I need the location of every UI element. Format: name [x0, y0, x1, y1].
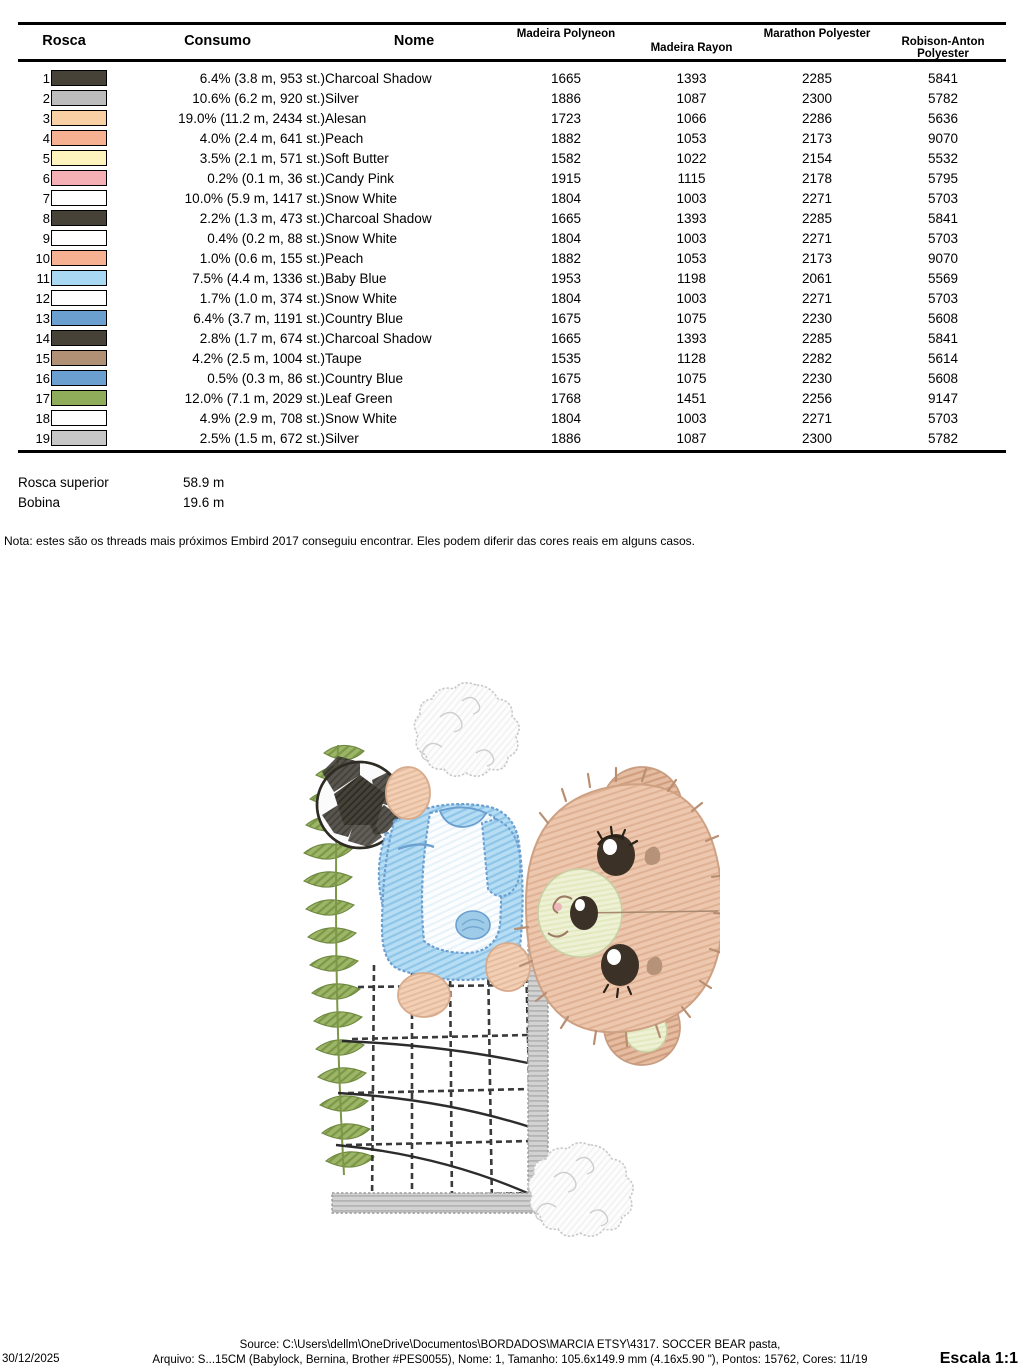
- thread-code-madeira-polyneon: 1665: [550, 330, 582, 346]
- thread-code-robison-anton: 5703: [927, 290, 959, 306]
- thread-code-madeira-polyneon: 1768: [550, 390, 582, 406]
- upper-thread-value: 58.9 m: [183, 474, 225, 490]
- thread-color-cell: [18, 208, 110, 228]
- table-row: [18, 88, 1006, 108]
- thread-index: 13: [35, 310, 50, 326]
- upper-thread-label: Rosca superior: [18, 474, 109, 490]
- thread-name: Leaf Green: [325, 390, 393, 406]
- thread-code-robison-anton: 5795: [927, 170, 959, 186]
- thread-consumption: 2.2% (1.3 m, 473 st.): [199, 210, 325, 226]
- thread-color-swatch: [51, 370, 107, 386]
- thread-code-robison-anton: 9070: [927, 250, 959, 266]
- table-row: [18, 148, 1006, 168]
- thread-color-swatch: [51, 410, 107, 426]
- table-header: [18, 25, 1006, 60]
- thread-totals: [18, 472, 303, 512]
- table-row: [18, 68, 1006, 88]
- thread-index: 14: [35, 330, 50, 346]
- thread-name: Charcoal Shadow: [325, 70, 432, 86]
- thread-index: 8: [42, 210, 50, 226]
- thread-code-marathon-polyester: 2173: [801, 130, 833, 146]
- thread-name: Baby Blue: [325, 270, 387, 286]
- thread-code-robison-anton: 5532: [927, 150, 959, 166]
- thread-code-robison-anton: 9070: [927, 130, 959, 146]
- thread-code-madeira-rayon: 1003: [676, 410, 707, 426]
- thread-consumption: 4.0% (2.4 m, 641 st.): [199, 130, 325, 146]
- thread-code-marathon-polyester: 2285: [801, 70, 833, 86]
- table-row: [18, 128, 1006, 148]
- thread-color-swatch: [51, 150, 107, 166]
- thread-code-madeira-rayon: 1053: [676, 250, 707, 266]
- thread-name: Charcoal Shadow: [325, 210, 432, 226]
- thread-consumption: 0.4% (0.2 m, 88 st.): [207, 230, 325, 246]
- thread-color-cell: [18, 148, 110, 168]
- thread-name: Country Blue: [325, 370, 404, 386]
- thread-code-madeira-polyneon: 1582: [550, 150, 582, 166]
- thread-code-robison-anton: 5608: [927, 370, 959, 386]
- thread-color-cell: [18, 288, 110, 308]
- thread-consumption: 2.8% (1.7 m, 674 st.): [199, 330, 325, 346]
- cloud-upper-icon: [414, 683, 519, 776]
- thread-name: Snow White: [325, 190, 398, 206]
- footer-scale: Escala 1:1: [939, 1350, 1018, 1367]
- thread-consumption: 2.5% (1.5 m, 672 st.): [199, 430, 325, 446]
- thread-index: 1: [42, 70, 50, 86]
- thread-code-marathon-polyester: 2271: [801, 230, 833, 246]
- thread-color-swatch: [51, 130, 107, 146]
- thread-index: 3: [42, 110, 50, 126]
- thread-consumption: 19.0% (11.2 m, 2434 st.): [178, 110, 325, 126]
- thread-name: Peach: [325, 130, 364, 146]
- thread-color-swatch: [51, 190, 107, 206]
- thread-code-marathon-polyester: 2061: [801, 270, 833, 286]
- thread-code-madeira-rayon: 1075: [676, 310, 707, 326]
- thread-code-madeira-polyneon: 1804: [550, 290, 582, 306]
- thread-consumption: 4.2% (2.5 m, 1004 st.): [192, 350, 325, 366]
- thread-color-cell: [18, 268, 110, 288]
- thread-code-madeira-rayon: 1115: [677, 170, 706, 186]
- table-row: [18, 428, 1006, 448]
- table-row: [18, 168, 1006, 188]
- thread-color-cell: [18, 168, 110, 188]
- thread-code-marathon-polyester: 2178: [801, 170, 833, 186]
- thread-code-madeira-polyneon: 1915: [550, 170, 582, 186]
- thread-consumption: 6.4% (3.8 m, 953 st.): [199, 70, 325, 86]
- thread-code-madeira-polyneon: 1675: [550, 310, 582, 326]
- thread-color-cell: [18, 428, 110, 448]
- thread-consumption: 0.5% (0.3 m, 86 st.): [207, 370, 325, 386]
- thread-code-madeira-rayon: 1003: [676, 230, 707, 246]
- thread-code-robison-anton: 5608: [927, 310, 959, 326]
- thread-color-table: [18, 22, 1006, 453]
- thread-table: [18, 25, 1006, 60]
- thread-code-robison-anton: 5703: [927, 410, 959, 426]
- thread-code-madeira-polyneon: 1675: [550, 370, 582, 386]
- thread-index: 2: [42, 90, 50, 106]
- footer-date: 30/12/2025: [2, 1353, 60, 1365]
- thread-code-marathon-polyester: 2271: [801, 190, 833, 206]
- thread-index: 7: [42, 190, 50, 206]
- header-madeira-rayon: Madeira Rayon: [650, 42, 733, 54]
- thread-code-robison-anton: 9147: [927, 390, 959, 406]
- thread-color-swatch: [51, 330, 107, 346]
- thread-name: Silver: [325, 430, 359, 446]
- thread-code-marathon-polyester: 2271: [801, 410, 833, 426]
- thread-name: Alesan: [325, 110, 367, 126]
- thread-consumption: 12.0% (7.1 m, 2029 st.): [184, 390, 325, 406]
- thread-color-swatch: [51, 110, 107, 126]
- thread-name: Snow White: [325, 290, 398, 306]
- table-row: [18, 368, 1006, 388]
- table-row: [18, 308, 1006, 328]
- thread-color-cell: [18, 408, 110, 428]
- thread-code-madeira-rayon: 1451: [676, 390, 707, 406]
- thread-consumption: 10.0% (5.9 m, 1417 st.): [184, 190, 325, 206]
- thread-color-swatch: [51, 430, 107, 446]
- table-row: [18, 208, 1006, 228]
- thread-color-swatch: [51, 310, 107, 326]
- thread-code-madeira-polyneon: 1882: [550, 250, 582, 266]
- thread-code-madeira-rayon: 1075: [676, 370, 707, 386]
- header-madeira-polyneon: Madeira Polyneon: [516, 28, 616, 40]
- thread-consumption: 1.0% (0.6 m, 155 st.): [199, 250, 325, 266]
- thread-code-marathon-polyester: 2300: [801, 90, 833, 106]
- thread-index: 18: [35, 410, 50, 426]
- thread-code-madeira-polyneon: 1535: [550, 350, 582, 366]
- thread-color-cell: [18, 348, 110, 368]
- thread-code-madeira-polyneon: 1804: [550, 190, 582, 206]
- thread-code-marathon-polyester: 2230: [801, 370, 833, 386]
- thread-code-robison-anton: 5841: [927, 330, 959, 346]
- thread-index: 10: [35, 250, 50, 266]
- embroidery-design-preview: [290, 645, 720, 1285]
- header-marathon-polyester: Marathon Polyester: [763, 28, 871, 40]
- thread-rows: [18, 62, 1006, 448]
- thread-code-marathon-polyester: 2256: [801, 390, 833, 406]
- thread-code-marathon-polyester: 2230: [801, 310, 833, 326]
- thread-color-swatch: [51, 90, 107, 106]
- header-rosca: Rosca: [42, 33, 86, 49]
- thread-code-madeira-rayon: 1022: [676, 150, 707, 166]
- thread-code-madeira-polyneon: 1804: [550, 230, 582, 246]
- table-bottom-rule: [18, 450, 1006, 453]
- thread-code-robison-anton: 5841: [927, 70, 959, 86]
- thread-table-body: [18, 62, 1006, 448]
- thread-name: Snow White: [325, 410, 398, 426]
- thread-code-robison-anton: 5841: [927, 210, 959, 226]
- table-row: [18, 108, 1006, 128]
- thread-consumption: 0.2% (0.1 m, 36 st.): [207, 170, 325, 186]
- footer-source-line: Source: C:\Users\dellm\OneDrive\Documentos\BORDADOS\MARCIA ETSY\4317. SOCCER BEAR pasta,: [239, 1339, 781, 1351]
- thread-code-robison-anton: 5782: [927, 90, 959, 106]
- thread-color-cell: [18, 188, 110, 208]
- thread-consumption: 3.5% (2.1 m, 571 st.): [199, 150, 325, 166]
- thread-color-cell: [18, 368, 110, 388]
- thread-color-swatch: [51, 350, 107, 366]
- thread-index: 4: [42, 130, 50, 146]
- thread-name: Country Blue: [325, 310, 404, 326]
- bobbin-value: 19.6 m: [183, 494, 225, 510]
- table-row: [18, 188, 1006, 208]
- thread-color-cell: [18, 68, 110, 88]
- thread-index: 16: [35, 370, 50, 386]
- thread-code-madeira-rayon: 1198: [676, 270, 707, 286]
- thread-color-swatch: [51, 230, 107, 246]
- table-row: [18, 248, 1006, 268]
- thread-code-marathon-polyester: 2282: [801, 350, 833, 366]
- table-row: [18, 388, 1006, 408]
- thread-consumption: 7.5% (4.4 m, 1336 st.): [192, 270, 325, 286]
- thread-code-robison-anton: 5703: [927, 230, 959, 246]
- thread-color-swatch: [51, 70, 107, 86]
- thread-color-cell: [18, 248, 110, 268]
- table-row: [18, 288, 1006, 308]
- thread-code-madeira-polyneon: 1665: [550, 210, 582, 226]
- header-nome: Nome: [393, 33, 435, 49]
- thread-code-marathon-polyester: 2271: [801, 290, 833, 306]
- totals-row-upper-thread: [18, 472, 303, 492]
- thread-name: Peach: [325, 250, 364, 266]
- thread-index: 5: [42, 150, 50, 166]
- thread-code-marathon-polyester: 2154: [801, 150, 833, 166]
- bobbin-label: Bobina: [18, 494, 61, 510]
- thread-code-robison-anton: 5636: [927, 110, 959, 126]
- thread-color-swatch: [51, 270, 107, 286]
- thread-color-cell: [18, 128, 110, 148]
- thread-color-cell: [18, 388, 110, 408]
- thread-code-madeira-rayon: 1393: [676, 210, 707, 226]
- thread-code-madeira-polyneon: 1665: [550, 70, 582, 86]
- thread-code-marathon-polyester: 2286: [801, 110, 833, 126]
- thread-color-swatch: [51, 210, 107, 226]
- thread-code-marathon-polyester: 2300: [801, 430, 833, 446]
- thread-code-robison-anton: 5782: [927, 430, 959, 446]
- page-footer: [0, 1336, 1024, 1370]
- footer-info: [100, 1338, 920, 1368]
- thread-consumption: 6.4% (3.7 m, 1191 st.): [193, 310, 325, 326]
- thread-code-marathon-polyester: 2285: [801, 210, 833, 226]
- thread-name: Snow White: [325, 230, 398, 246]
- header-consumo: Consumo: [184, 33, 251, 49]
- thread-code-madeira-polyneon: 1886: [550, 430, 582, 446]
- thread-color-cell: [18, 88, 110, 108]
- thread-index: 17: [35, 390, 50, 406]
- thread-name: Charcoal Shadow: [325, 330, 432, 346]
- thread-index: 12: [35, 290, 50, 306]
- thread-color-cell: [18, 228, 110, 248]
- thread-code-madeira-polyneon: 1953: [550, 270, 582, 286]
- thread-code-madeira-rayon: 1393: [676, 70, 707, 86]
- thread-code-madeira-polyneon: 1882: [550, 130, 582, 146]
- thread-index: 19: [35, 430, 50, 446]
- table-row: [18, 328, 1006, 348]
- thread-index: 15: [35, 350, 50, 366]
- table-row: [18, 268, 1006, 288]
- thread-code-madeira-polyneon: 1886: [550, 90, 582, 106]
- thread-code-madeira-polyneon: 1723: [550, 110, 582, 126]
- thread-color-cell: [18, 308, 110, 328]
- thread-code-madeira-rayon: 1087: [676, 90, 707, 106]
- thread-color-swatch: [51, 170, 107, 186]
- thread-consumption: 4.9% (2.9 m, 708 st.): [199, 410, 325, 426]
- thread-note: Nota: estes são os threads mais próximos Embird 2017 conseguiu encontrar. Eles podem diferir das cores reais em alguns casos.: [4, 534, 696, 548]
- thread-code-marathon-polyester: 2173: [801, 250, 833, 266]
- thread-name: Silver: [325, 90, 359, 106]
- thread-code-madeira-rayon: 1393: [676, 330, 707, 346]
- thread-consumption: 1.7% (1.0 m, 374 st.): [199, 290, 325, 306]
- table-row: [18, 228, 1006, 248]
- thread-name: Soft Butter: [325, 150, 389, 166]
- thread-code-madeira-rayon: 1003: [676, 190, 707, 206]
- thread-color-cell: [18, 328, 110, 348]
- thread-color-swatch: [51, 290, 107, 306]
- thread-code-marathon-polyester: 2285: [801, 330, 833, 346]
- thread-name: Candy Pink: [325, 170, 395, 186]
- thread-index: 9: [42, 230, 50, 246]
- thread-color-swatch: [51, 390, 107, 406]
- totals-row-bobbin: [18, 492, 303, 512]
- thread-code-robison-anton: 5703: [927, 190, 959, 206]
- footer-file-line: Arquivo: S...15CM (Babylock, Bernina, Brother #PES0055), Nome: 1, Tamanho: 105.6x149.9 mm (4.16x5.90 "), Pontos: 15762, Cores: 11/19: [152, 1354, 868, 1366]
- thread-code-robison-anton: 5569: [927, 270, 959, 286]
- thread-code-madeira-rayon: 1003: [676, 290, 707, 306]
- table-row: [18, 348, 1006, 368]
- thread-code-madeira-rayon: 1087: [676, 430, 707, 446]
- thread-code-robison-anton: 5614: [927, 350, 959, 366]
- thread-color-swatch: [51, 250, 107, 266]
- thread-color-cell: [18, 108, 110, 128]
- thread-code-madeira-rayon: 1128: [676, 350, 707, 366]
- table-row: [18, 408, 1006, 428]
- thread-consumption: 10.6% (6.2 m, 920 st.): [192, 90, 325, 106]
- thread-code-madeira-rayon: 1053: [676, 130, 707, 146]
- thread-code-madeira-rayon: 1066: [676, 110, 707, 126]
- header-robison-anton-polyester: Robison-Anton Polyester: [901, 36, 985, 60]
- thread-name: Taupe: [325, 350, 362, 366]
- thread-code-madeira-polyneon: 1804: [550, 410, 582, 426]
- thread-index: 11: [36, 270, 50, 286]
- thread-index: 6: [42, 170, 50, 186]
